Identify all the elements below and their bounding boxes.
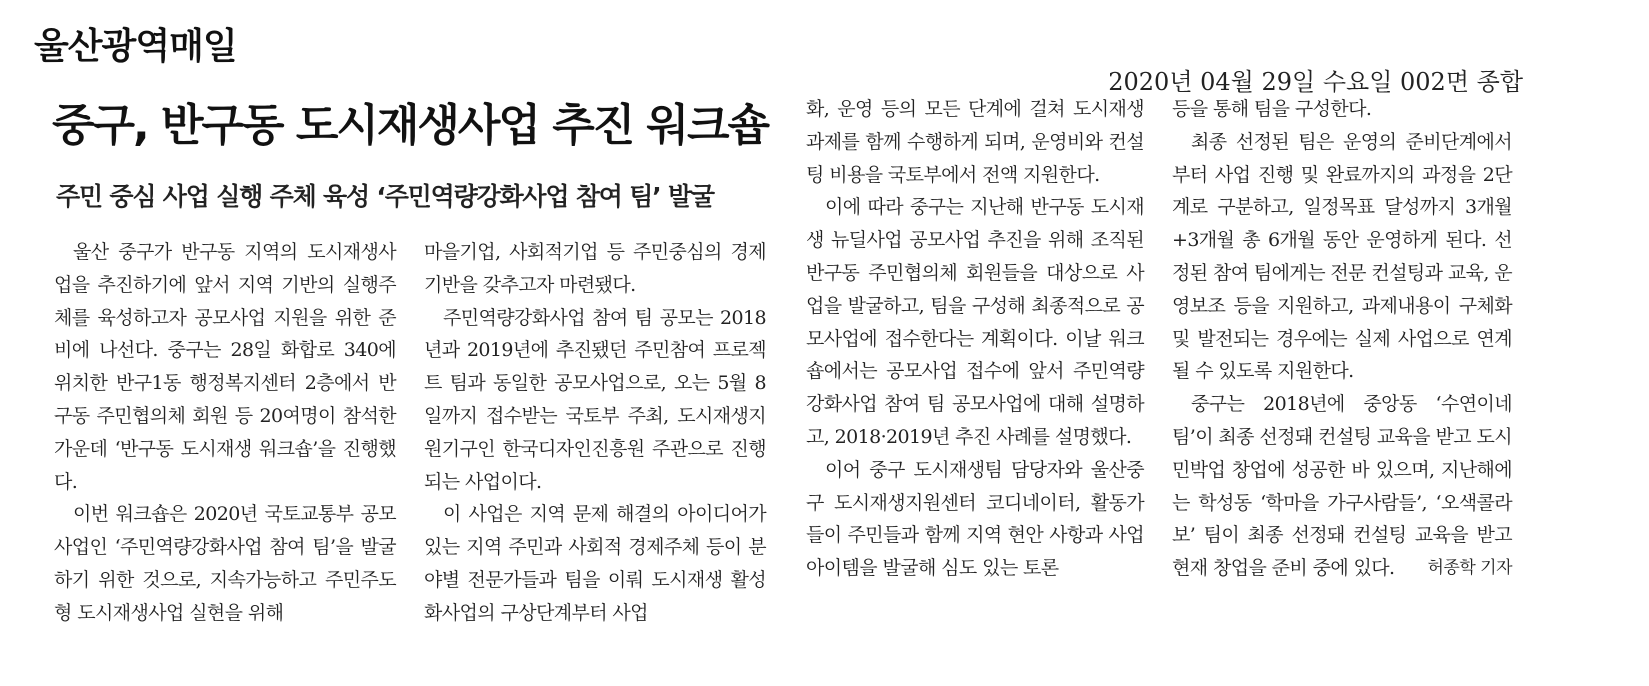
article-column-4: [1172, 93, 1512, 585]
paragraph: 이번 워크숍은 2020년 국토교통부 공모사업인 ‘주민역량강화사업 참여 팀’을 발굴하기 위한 것으로, 지속가능하고 주민주도형 도시재생사업 실현을 위해: [54, 503, 396, 624]
article-subheadline: 주민 중심 사업 실행 주체 육성 ‘주민역량강화사업 참여 팀’ 발굴: [56, 182, 714, 211]
paragraph: 이어 중구 도시재생팀 담당자와 울산중구 도시재생지원센터 코디네이터, 활동가들이 주민들과 함께 지역 현안 사항과 사업아이템을 발굴해 심도 있는 토론: [806, 458, 1144, 580]
article-column-3: [806, 93, 1144, 585]
paragraph: 등을 통해 팀을 구성한다.: [1172, 98, 1372, 120]
paragraph: 주민역량강화사업 참여 팀 공모는 2018년과 2019년에 추진됐던 주민참여 프로젝트 팀과 동일한 공모사업으로, 오는 5월 8일까지 접수받는 국토부 주최, 도시재생지원기구인 한국디자인진흥원 주관으로 진행되는 사업이다.: [424, 306, 766, 493]
reporter-byline: 허종학 기자: [1427, 558, 1512, 579]
paragraph-text: 중구는 2018년에 중앙동 ‘수연이네 팀’이 최종 선정돼 컨설팅 교육을 받고 도시민박업 창업에 성공한 바 있으며, 지난해에는 학성동 ‘학마을 가구사람들’, ‘오색콜라보’ 팀이 최종 선정돼 컨설팅 교육을 받고 현재 창업을 준비 중에 있다.: [1172, 393, 1512, 580]
article-column-2: [424, 236, 766, 630]
issue-dateline: 2020년 04월 29일 수요일 002면 종합: [1108, 68, 1523, 96]
paragraph: 울산 중구가 반구동 지역의 도시재생사업을 추진하기에 앞서 지역 기반의 실행주체를 육성하고자 공모사업 지원을 위한 준비에 나선다. 중구는 28일 화합로 340에 위치한 반구1동 행정복지센터 2층에서 반구동 주민협의체 회원 등 20여명이 참석한 가운데 ‘반구동 도시재생 워크숍’을 진행했다.: [54, 241, 396, 493]
paragraph: [1172, 388, 1512, 585]
article-column-1: [54, 236, 396, 630]
paragraph: 마을기업, 사회적기업 등 주민중심의 경제기반을 갖추고자 마련됐다.: [424, 241, 766, 296]
paragraph: 화, 운영 등의 모든 단계에 걸쳐 도시재생 과제를 함께 수행하게 되며, 운영비와 컨설팅 비용을 국토부에서 전액 지원한다.: [806, 98, 1144, 186]
article-headline: 중구, 반구동 도시재생사업 추진 워크숍: [52, 100, 769, 151]
newspaper-masthead: 울산광역매일: [34, 26, 237, 67]
paragraph: 최종 선정된 팀은 운영의 준비단계에서부터 사업 진행 및 완료까지의 과정을 2단계로 구분하고, 일정목표 달성까지 3개월+3개월 총 6개월 동안 운영하게 된다. 선정된 참여 팀에게는 전문 컨설팅과 교육, 운영보조 등을 지원하고, 과제내용이 구체화 및 발전되는 경우에는 실제 사업으로 연계될 수 있도록 지원한다.: [1172, 130, 1512, 383]
paragraph: 이 사업은 지역 문제 해결의 아이디어가 있는 지역 주민과 사회적 경제주체 등이 분야별 전문가들과 팀을 이뤄 도시재생 활성화사업의 구상단계부터 사업: [424, 503, 766, 624]
paragraph: 이에 따라 중구는 지난해 반구동 도시재생 뉴딜사업 공모사업 추진을 위해 조직된 반구동 주민협의체 회원들을 대상으로 사업을 발굴하고, 팀을 구성해 최종적으로 공모사업에 접수한다는 계획이다. 이날 워크숍에서는 공모사업 접수에 앞서 주민역량강화사업 참여 팀 공모사업에 대해 설명하고, 2018·2019년 추진 사례를 설명했다.: [806, 196, 1144, 448]
